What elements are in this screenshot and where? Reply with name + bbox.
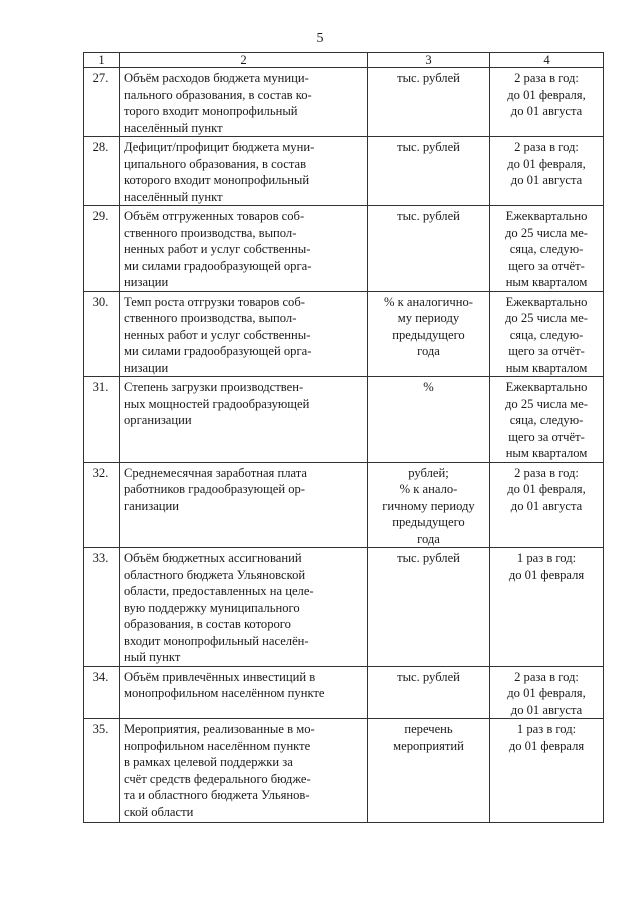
row-number: 34. bbox=[84, 666, 120, 719]
header-cell: 2 bbox=[120, 53, 368, 68]
table-row bbox=[84, 719, 604, 823]
unit-cell: перечень мероприятий bbox=[393, 722, 464, 753]
row-number: 27. bbox=[84, 68, 120, 137]
indicator-cell: Темп роста отгрузки товаров соб- ственного производства, выпол- ненных работ и услуг собственны- ми силами градообразующей орга- низации bbox=[124, 294, 312, 375]
term-cell: 2 раза в год: до 01 февраля, до 01 августа bbox=[507, 465, 586, 513]
term-cell: Ежеквартально до 25 числа ме- сяца, следую- щего за отчёт- ным кварталом bbox=[504, 209, 589, 289]
term-cell: 1 раз в год: до 01 февраля bbox=[508, 551, 585, 582]
row-number: 28. bbox=[84, 137, 120, 206]
unit-cell: тыс. рублей bbox=[397, 551, 460, 565]
indicator-cell: Мероприятия, реализованные в мо- нопрофильном населённом пункте в рамках целевой поддержки за счёт средств федерального бюдже- та и областного бюджета Ульянов- ской области bbox=[124, 722, 315, 819]
indicator-cell: Дефицит/профицит бюджета муни- ципального образования, в состав которого входит монопрофильный населённый пункт bbox=[124, 140, 315, 204]
term-cell: 2 раза в год: до 01 февраля, до 01 августа bbox=[507, 669, 586, 717]
unit-cell: рублей; % к анало- гичному периоду предыдущего года bbox=[382, 465, 475, 546]
page-number: 5 bbox=[316, 31, 324, 46]
row-number: 29. bbox=[84, 206, 120, 292]
table-row bbox=[84, 137, 604, 206]
table-row bbox=[84, 377, 604, 463]
indicator-cell: Степень загрузки производствен- ных мощностей градообразующей организации bbox=[124, 380, 310, 427]
unit-cell: % bbox=[423, 380, 434, 394]
unit-cell: тыс. рублей bbox=[397, 669, 460, 684]
unit-cell: % к аналогично- му периоду предыдущего года bbox=[384, 294, 473, 358]
table-row bbox=[84, 291, 604, 377]
row-number: 35. bbox=[84, 719, 120, 823]
row-number: 33. bbox=[84, 548, 120, 667]
row-number: 31. bbox=[84, 377, 120, 463]
unit-cell: тыс. рублей bbox=[397, 209, 460, 223]
term-cell: 1 раз в год: до 01 февраля bbox=[508, 722, 585, 753]
table-row bbox=[84, 68, 604, 137]
indicators-table bbox=[83, 52, 604, 823]
header-cell: 3 bbox=[368, 53, 490, 68]
table-row bbox=[84, 206, 604, 292]
table-row bbox=[84, 462, 604, 548]
unit-cell: тыс. рублей bbox=[397, 140, 460, 154]
row-number: 30. bbox=[84, 291, 120, 377]
term-cell: Ежеквартально до 25 числа ме- сяца, следую- щего за отчёт- ным кварталом bbox=[504, 380, 589, 460]
indicator-cell: Среднемесячная заработная плата работников градообразующей ор- ганизации bbox=[124, 465, 308, 513]
row-number: 32. bbox=[84, 462, 120, 548]
unit-cell: тыс. рублей bbox=[397, 71, 460, 85]
header-cell: 1 bbox=[84, 53, 120, 68]
indicator-cell: Объём бюджетных ассигнований областного бюджета Ульяновской области, предоставленных на целе- вую поддержку муниципального образования, в состав которого входит монопрофильный населён- ный пункт bbox=[124, 551, 314, 664]
table-row bbox=[84, 666, 604, 719]
indicator-cell: Объём отгруженных товаров соб- ственного производства, выпол- ненных работ и услуг собственны- ми силами градообразующей орга- низации bbox=[124, 209, 312, 289]
indicator-cell: Объём расходов бюджета муници- пального образования, в состав ко- торого входит монопрофильный населённый пункт bbox=[124, 71, 312, 135]
term-cell: Ежеквартально до 25 числа ме- сяца, следую- щего за отчёт- ным кварталом bbox=[504, 294, 589, 375]
indicator-cell: Объём привлечённых инвестиций в монопрофильном населённом пункте bbox=[124, 669, 325, 700]
table-row bbox=[84, 548, 604, 667]
term-cell: 2 раза в год: до 01 февраля, до 01 августа bbox=[507, 140, 586, 187]
header-cell: 4 bbox=[490, 53, 604, 68]
term-cell: 2 раза в год: до 01 февраля, до 01 августа bbox=[507, 71, 586, 118]
table-header-row bbox=[84, 53, 604, 68]
